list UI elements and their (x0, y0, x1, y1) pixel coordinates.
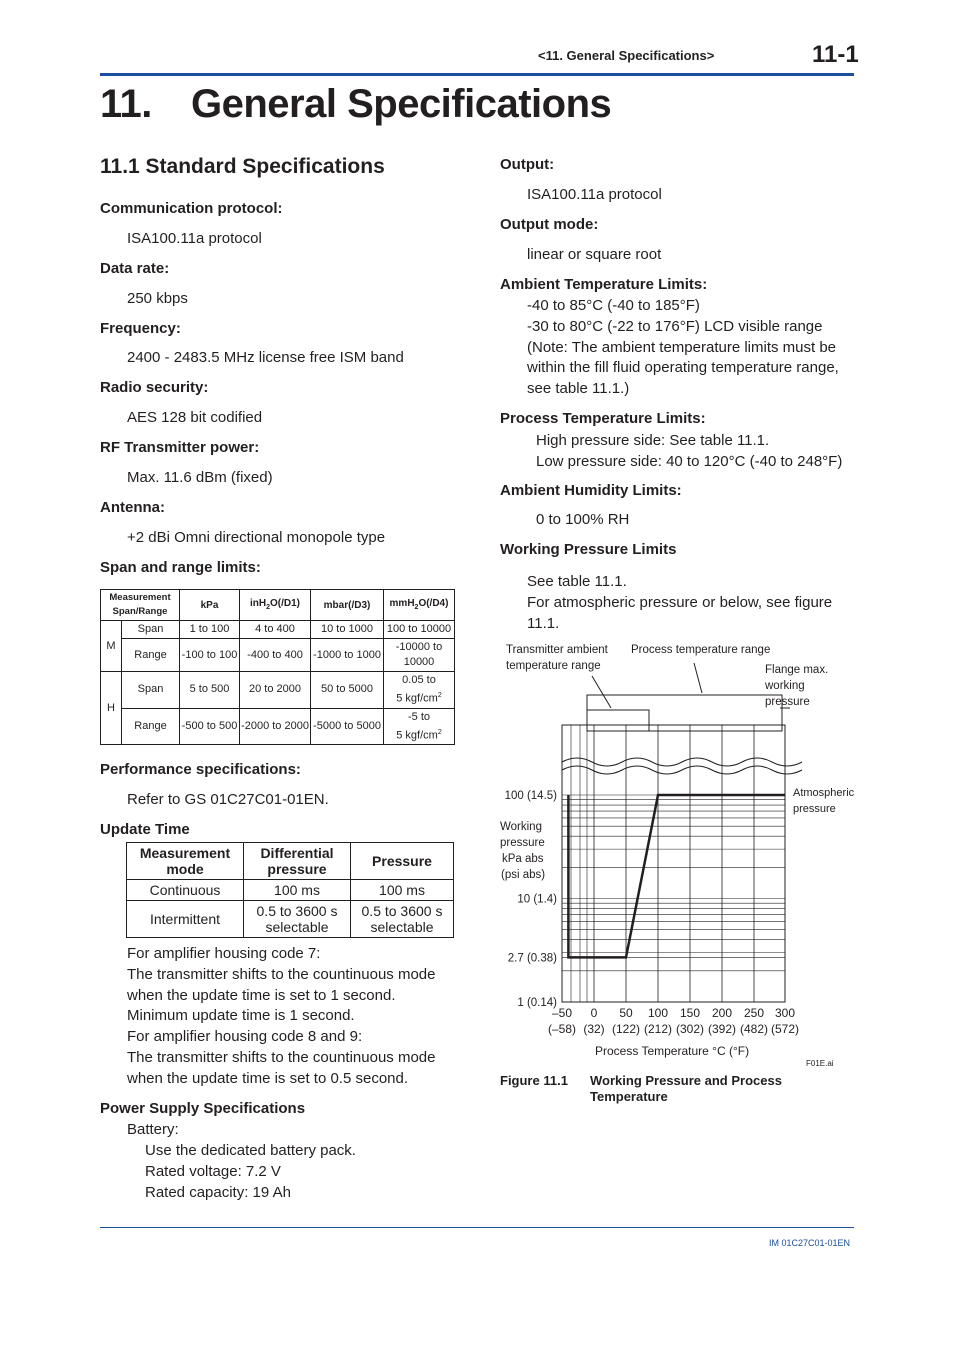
cell: -1000 to 1000 (311, 639, 384, 672)
series-working-pressure (568, 795, 785, 957)
text-line: -30 to 80°C (-22 to 176°F) LCD visible range (527, 317, 823, 335)
y-tick-label: 10 (1.4) (517, 893, 557, 906)
x-tick-label: 100 (647, 1006, 669, 1020)
table-header-row (101, 590, 455, 621)
output-label: Output: (500, 156, 555, 173)
security-value: AES 128 bit codified (127, 409, 263, 426)
table-row (127, 880, 454, 901)
update-notes (127, 944, 436, 1090)
leader-ambient (592, 676, 611, 708)
row-group-m: M (101, 621, 122, 672)
chapter-title-text: General Specifications (191, 82, 612, 126)
figure-caption-line2: Temperature (590, 1089, 668, 1104)
update-label: Update Time (100, 821, 190, 838)
humidity-value: 0 to 100% RH (536, 511, 630, 528)
x-tick-label-f: (32) (583, 1022, 605, 1036)
output-mode-value: linear or square root (527, 246, 662, 263)
cell-l1: 0.05 to (402, 674, 436, 686)
cell: 20 to 2000 (240, 672, 311, 709)
th-mmh2o-a: mmH (389, 597, 415, 609)
table-header-row (127, 843, 454, 880)
text-line: 11.1. (527, 615, 560, 632)
cell: 50 to 5000 (311, 672, 384, 709)
x-tick-label-f: (212) (643, 1022, 673, 1036)
ambient-range-box (587, 710, 649, 731)
page-number: 11-1 (812, 41, 859, 68)
note-line: Minimum update time is 1 second. (127, 1007, 355, 1025)
th-mode: Measurement mode (127, 843, 244, 880)
battery-label: Battery: (127, 1121, 179, 1138)
text-line: within the fill fluid operating temperature range, (527, 359, 839, 377)
note-line: For amplifier housing code 7: (127, 945, 321, 962)
cell: -400 to 400 (240, 639, 311, 672)
th-measurement (101, 590, 180, 621)
cell (384, 708, 455, 745)
footer-rule (100, 1227, 854, 1228)
battery-items (145, 1141, 356, 1203)
table-row (101, 708, 455, 745)
horizontal-gridlines (562, 795, 785, 1002)
th-inh2o-b: O(/D1) (270, 597, 300, 609)
th-mmh2o-sub: 2 (414, 603, 419, 611)
freq-value: 2400 - 2483.5 MHz license free ISM band (127, 349, 404, 366)
figure-caption-number: Figure 11.1 (500, 1073, 568, 1088)
ylabel-3: kPa abs (502, 853, 544, 865)
cell: 0.5 to 3600 s selectable (351, 901, 454, 938)
table-row (101, 639, 455, 672)
annot-flange-3: pressure (765, 696, 810, 708)
cell-l2: 5 kgf/cm (396, 692, 438, 705)
process-temp-range-box (587, 695, 782, 731)
note-line: The transmitter shifts to the countinuous mode (127, 965, 436, 983)
x-tick-label-f: (302) (675, 1022, 705, 1036)
leader-process (694, 663, 702, 693)
table-row (127, 901, 454, 938)
th-mmh2o (384, 590, 455, 621)
cell: Range (122, 708, 180, 745)
note-line: The transmitter shifts to the countinuous mode (127, 1048, 436, 1066)
text-line: For atmospheric pressure or below, see figure (527, 594, 833, 611)
th-inh2o (240, 590, 311, 621)
plot-border (562, 725, 785, 1002)
th-mmh2o-b: O(/D4) (418, 597, 449, 609)
cell: -500 to 500 (180, 708, 240, 745)
cell: Continuous (127, 880, 244, 901)
chapter-title (100, 82, 611, 127)
antenna-value: +2 dBi Omni directional monopole type (127, 529, 386, 546)
cell (384, 639, 455, 672)
performance-label: Performance specifications: (100, 761, 301, 778)
rf-value: Max. 11.6 dBm (fixed) (127, 469, 273, 486)
ylabel-1: Working (500, 821, 542, 833)
note-line: when the update time is set to 0.5 second. (127, 1069, 409, 1087)
cell: 100 ms (244, 880, 351, 901)
cell: -100 to 100 (180, 639, 240, 672)
freq-label: Frequency: (100, 320, 181, 337)
axis-break-upper (562, 758, 802, 766)
annot-flange-1: Flange max. (765, 664, 829, 676)
x-tick-label-f: (122) (611, 1022, 641, 1036)
cell-l1: -5 to (407, 710, 430, 723)
cell: 5 to 500 (180, 672, 240, 709)
x-tick-label-f: (–58) (547, 1022, 577, 1036)
cell: Span (122, 621, 180, 639)
working-pressure-values (527, 571, 832, 634)
rf-label: RF Transmitter power: (100, 439, 260, 456)
cell: 1 to 100 (180, 621, 240, 639)
note-line: when the update time is set to 1 second. (127, 986, 396, 1004)
row-group-h: H (101, 672, 122, 745)
th-inh2o-a: inH (249, 597, 267, 609)
running-title: <11. General Specifications> (538, 48, 715, 63)
cell: Span (122, 672, 180, 709)
x-tick-label: 0 (590, 1006, 598, 1020)
text-line: High pressure side: See table 11.1. (536, 432, 770, 449)
y-tick-label: 100 (14.5) (504, 790, 557, 802)
th-mbar: mbar(/D3) (311, 590, 384, 621)
span-label: Span and range limits: (100, 559, 261, 576)
power-label: Power Supply Specifications (100, 1100, 306, 1117)
process-temp-label: Process Temperature Limits: (500, 410, 706, 427)
annot-atmospheric-2: pressure (793, 803, 836, 815)
cell: Range (122, 639, 180, 672)
comm-label: Communication protocol: (100, 200, 283, 217)
y-tick-label: 1 (0.14) (517, 997, 557, 1009)
y-tick-labels (505, 790, 558, 1009)
th-measurement-l2: Span/Range (112, 606, 168, 617)
process-temp-values (536, 430, 842, 472)
section-title: 11.1 Standard Specifications (100, 155, 385, 178)
x-tick-labels (548, 1006, 799, 1036)
annot-ambient-1: Transmitter ambient (506, 644, 608, 656)
cell: 4 to 400 (240, 621, 311, 639)
note-line: For amplifier housing code 8 and 9: (127, 1028, 363, 1046)
security-label: Radio security: (100, 379, 209, 396)
y-tick-label: 2.7 (0.38) (507, 952, 557, 965)
plot-frame (562, 725, 785, 1002)
document-id: IM 01C27C01-01EN (769, 1238, 851, 1248)
th-pressure: Pressure (351, 843, 454, 880)
ambient-temp-values (527, 296, 839, 400)
cell-l2: 5 kgf/cm (396, 729, 438, 742)
rate-label: Data rate: (100, 260, 170, 277)
humidity-label: Ambient Humidity Limits: (500, 482, 682, 499)
text-line: See table 11.1. (527, 573, 627, 590)
figure-caption-line1: Working Pressure and Process (590, 1073, 782, 1088)
annot-ambient-2: temperature range (506, 660, 601, 672)
text-line: -40 to 85°C (-40 to 185°F) (527, 297, 700, 314)
table-row (101, 621, 455, 639)
rate-value: 250 kbps (127, 290, 188, 307)
xlabel: Process Temperature °C (°F) (595, 1044, 750, 1058)
cell: 100 ms (351, 880, 454, 901)
th-measurement-l1: Measurement (109, 592, 171, 603)
cell-sup: 2 (437, 692, 442, 699)
cell-sup: 2 (437, 728, 442, 736)
cell: Intermittent (127, 901, 244, 938)
table-row (101, 672, 455, 709)
annot-flange-2: working (765, 680, 805, 692)
text-line: see table 11.1.) (527, 380, 630, 398)
cell: -2000 to 2000 (240, 708, 311, 745)
comm-value: ISA100.11a protocol (127, 230, 262, 247)
span-range-table (100, 589, 455, 745)
battery-item: Use the dedicated battery pack. (145, 1142, 356, 1159)
annot-process: Process temperature range (631, 644, 771, 656)
x-tick-label-f: (572) (770, 1022, 800, 1036)
ambient-temp-label: Ambient Temperature Limits: (500, 276, 708, 293)
th-inh2o-sub: 2 (266, 603, 270, 611)
ylabel-2: pressure (500, 837, 545, 849)
antenna-label: Antenna: (100, 499, 165, 516)
output-value: ISA100.11a protocol (527, 186, 662, 203)
cell-l2: 10000 (403, 656, 435, 668)
th-kpa: kPa (180, 590, 240, 621)
cell: -5000 to 5000 (311, 708, 384, 745)
annot-atmospheric-1: Atmospheric (793, 787, 855, 799)
x-tick-label-f: (482) (739, 1022, 769, 1036)
figure-file-id: F01E.ai (806, 1059, 834, 1068)
x-tick-label: 150 (679, 1006, 701, 1020)
text-line: Low pressure side: 40 to 120°C (-40 to 248°F) (536, 453, 843, 470)
update-time-table (126, 842, 454, 938)
working-pressure-label: Working Pressure Limits (500, 541, 677, 558)
output-mode-label: Output mode: (500, 216, 599, 233)
cell: 10 to 1000 (311, 621, 384, 639)
vertical-gridlines (571, 725, 754, 1002)
cell (384, 672, 455, 709)
x-tick-label: 50 (619, 1006, 633, 1020)
header-rule (100, 73, 854, 76)
text-line: (Note: The ambient temperature limits must be (527, 338, 837, 356)
x-tick-label: 250 (743, 1006, 765, 1020)
x-tick-label: 200 (711, 1006, 733, 1020)
cell-l1: -10000 to (395, 641, 443, 653)
x-tick-label: –50 (551, 1006, 573, 1020)
x-tick-label: 300 (774, 1006, 796, 1020)
battery-item: Rated capacity: 19 Ah (145, 1183, 291, 1201)
chapter-number: 11. (100, 82, 152, 126)
performance-value: Refer to GS 01C27C01-01EN. (127, 791, 329, 808)
cell: 100 to 10000 (384, 621, 455, 639)
th-differential: Differential pressure (244, 843, 351, 880)
axis-break-lower (562, 766, 802, 774)
battery-item: Rated voltage: 7.2 V (145, 1162, 281, 1180)
ylabel-4: (psi abs) (501, 869, 546, 881)
x-tick-label-f: (392) (707, 1022, 737, 1036)
cell: 0.5 to 3600 s selectable (244, 901, 351, 938)
